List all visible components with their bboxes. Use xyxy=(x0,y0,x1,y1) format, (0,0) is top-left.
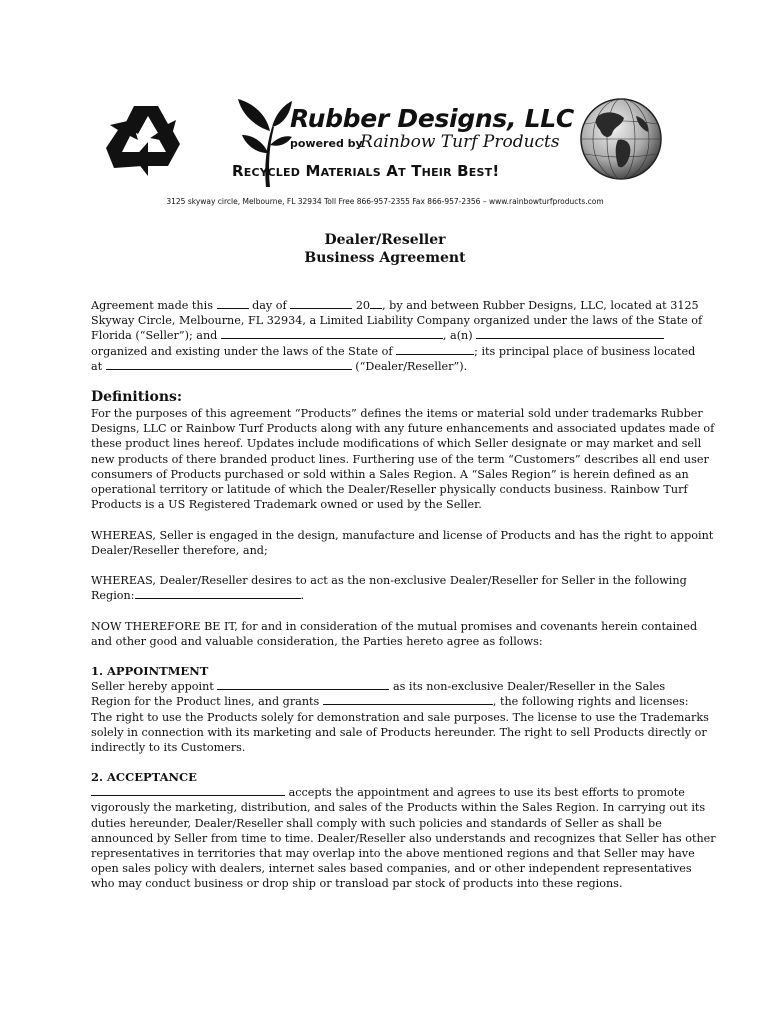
blank-year[interactable] xyxy=(370,298,382,309)
text-line: duties hereunder, Dealer/Reseller shall comply with such policies and standards of Seller as shall be xyxy=(91,816,662,830)
text-line: Skyway Circle, Melbourne, FL 32934, a Limited Liability Company organized under the laws of the State of xyxy=(91,314,703,328)
text-line: solely in connection with its marketing and sale of Products hereunder. The right to sell Products directly or xyxy=(91,725,707,739)
blank-grantee[interactable] xyxy=(323,694,493,705)
now-therefore-paragraph xyxy=(91,619,698,649)
text-line: these product lines hereof. Updates include modifications of which Seller designate or may market and sell xyxy=(91,437,702,451)
text-line: organized and existing under the laws of the State of ; its principal place of business located xyxy=(91,344,696,358)
title-line-2: Business Agreement xyxy=(304,250,466,266)
appointment-section xyxy=(91,664,709,755)
text-line: who may conduct business or drop ship or transload par stock of products into these regions. xyxy=(91,877,623,891)
acceptance-heading: 2. ACCEPTANCE xyxy=(91,770,197,784)
blank-day[interactable] xyxy=(217,298,249,309)
definitions-heading: Definitions: xyxy=(91,389,183,405)
text-line: Products is a US Registered Trademark owned or used by the Seller. xyxy=(91,498,482,512)
text-line: indirectly to its Customers. xyxy=(91,741,246,755)
text-line: vigorously the marketing, distribution, and sales of the Products within the Sales Region. In carrying out its xyxy=(91,801,706,815)
globe-icon xyxy=(578,96,664,182)
text-line: Designs, LLC or Rainbow Turf Products along with any future enhancements and associated updates made of xyxy=(91,422,715,436)
blank-business-address[interactable] xyxy=(106,359,352,370)
blank-entity-type[interactable] xyxy=(476,328,664,339)
whereas-paragraph-2 xyxy=(91,573,691,603)
text-line: and other good and valuable consideration, the Parties hereto agree as follows: xyxy=(91,635,543,649)
blank-appointee[interactable] xyxy=(217,679,389,690)
text-line: consumers of Products purchased or sold within a Sales Region. A “Sales Region” is herein defined as an xyxy=(91,467,689,481)
text-line: The right to use the Products solely for demonstration and sale purposes. The license to use the Trademarks xyxy=(91,710,709,724)
text-line: Seller hereby appoint as its non-exclusive Dealer/Reseller in the Sales xyxy=(91,680,666,694)
tagline: Recycled Materials At Their Best! xyxy=(232,162,500,180)
text-line: new products of there branded product lines. Furthering use of the term “Customers” describes all end user xyxy=(91,452,709,466)
text-line: Region: . xyxy=(91,589,305,603)
blank-state[interactable] xyxy=(396,344,474,355)
blank-dealer-name[interactable] xyxy=(221,328,443,339)
text-line: at (“Dealer/Reseller”). xyxy=(91,359,468,373)
text-line: WHEREAS, Seller is engaged in the design, manufacture and license of Products and has the right to appoint xyxy=(91,529,714,542)
contact-info: 3125 skyway circle, Melbourne, FL 32934 Toll Free 866-957-2355 Fax 866-957-2356 – www.rainbowturfproducts.com xyxy=(166,197,604,206)
acceptance-section xyxy=(91,770,716,892)
text-line: announced by Seller from time to time. Dealer/Reseller also understands and recognizes that Seller has other xyxy=(91,831,716,845)
product-brand: Rainbow Turf Products xyxy=(360,132,560,152)
intro-paragraph xyxy=(91,298,703,374)
text-line: open sales policy with dealers, internet sales based companies, and or other independent representatives xyxy=(91,862,692,876)
title-line-1: Dealer/Reseller xyxy=(324,232,446,248)
blank-month[interactable] xyxy=(290,298,352,309)
powered-by-label: powered by xyxy=(290,137,363,150)
text-line: Agreement made this day of 20 , by and between Rubber Designs, LLC, located at 3125 xyxy=(91,299,699,312)
blank-region[interactable] xyxy=(135,588,301,599)
text-line: WHEREAS, Dealer/Reseller desires to act as the non-exclusive Dealer/Reseller for Seller in the following xyxy=(91,574,687,587)
text-line: operational territory or latitude of which the Dealer/Reseller physically conducts business. Rainbow Turf xyxy=(91,483,688,497)
text-line: Region for the Product lines, and grants , the following rights and licenses: xyxy=(91,695,689,709)
text-line: representatives in territories that may overlap into the above mentioned regions and that Seller may have xyxy=(91,847,695,861)
definitions-paragraph xyxy=(91,406,715,512)
text-line: Florida (“Seller”); and , a(n) xyxy=(91,328,691,343)
text-line: For the purposes of this agreement “Products” defines the items or material sold under trademarks Rubber xyxy=(91,407,703,420)
company-name: Rubber Designs, LLC xyxy=(290,104,574,133)
whereas-paragraph-1 xyxy=(91,528,714,558)
text-line: Dealer/Reseller therefore, and; xyxy=(91,544,268,558)
blank-acceptor[interactable] xyxy=(91,785,285,796)
text-line: NOW THEREFORE BE IT, for and in consideration of the mutual promises and covenants herein contained xyxy=(91,620,698,633)
recycle-icon xyxy=(104,98,188,182)
text-line: accepts the appointment and agrees to use its best efforts to promote xyxy=(91,785,691,800)
appointment-heading: 1. APPOINTMENT xyxy=(91,664,209,678)
